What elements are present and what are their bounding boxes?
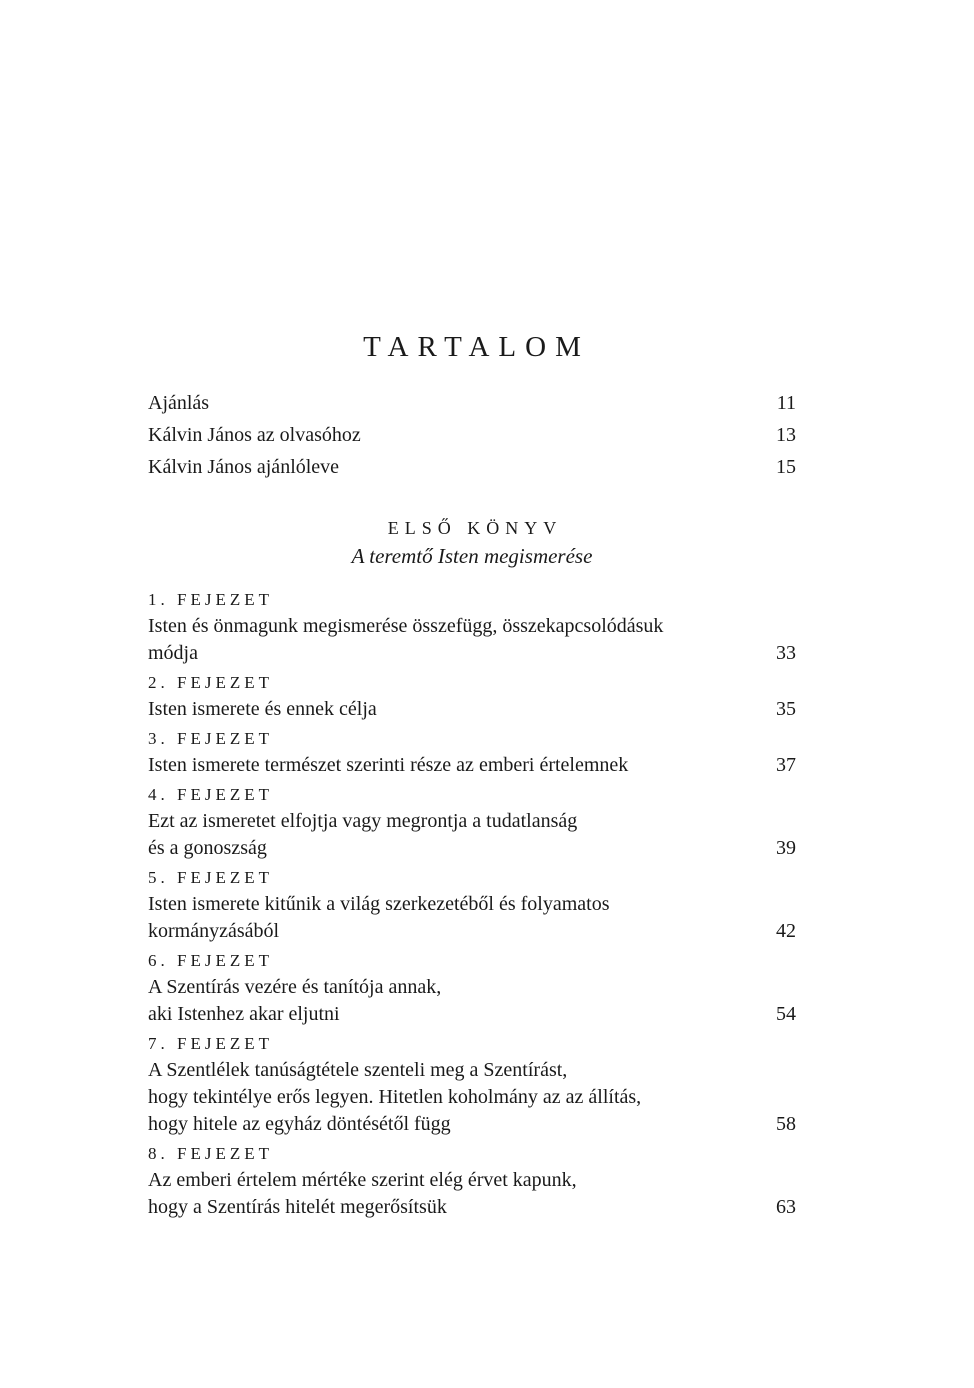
chapter-label: 5. FEJEZET	[148, 868, 273, 887]
chapter-page: 39	[776, 837, 796, 859]
chapter-title-line: hogy tekintélye erős legyen. Hitetlen koholmány az az állítás,	[148, 1086, 642, 1108]
chapter-title-line: Isten ismerete és ennek célja	[148, 698, 377, 720]
chapter-page: 63	[776, 1196, 796, 1218]
chapter-title-line: és a gonoszság	[148, 837, 267, 859]
chapter-title	[148, 891, 728, 945]
toc-entry-page: 13	[776, 424, 796, 446]
chapter-title-line: A Szentírás vezére és tanítója annak,	[148, 976, 442, 998]
toc-entry[interactable]	[148, 419, 796, 451]
chapter-title-line: aki Istenhez akar eljutni	[148, 1003, 340, 1025]
chapter-title-line: hogy a Szentírás hitelét megerősítsük	[148, 1196, 447, 1218]
chapter-title	[148, 613, 728, 667]
chapter-entry[interactable]	[148, 672, 796, 723]
chapter-title	[148, 752, 728, 779]
chapter-entry[interactable]	[148, 784, 796, 862]
book-heading	[148, 515, 796, 571]
chapter-entry[interactable]	[148, 589, 796, 667]
chapter-label: 2. FEJEZET	[148, 673, 273, 692]
chapter-page: 33	[776, 642, 796, 664]
chapter-label: 7. FEJEZET	[148, 1034, 273, 1053]
chapter-entry[interactable]	[148, 728, 796, 779]
chapter-label: 8. FEJEZET	[148, 1144, 273, 1163]
toc-entry-page: 15	[776, 456, 796, 478]
book-label: ELSŐ KÖNYV	[387, 518, 563, 538]
chapter-page: 42	[776, 920, 796, 942]
chapter-title-line: kormányzásából	[148, 920, 280, 942]
chapter-label: 4. FEJEZET	[148, 785, 273, 804]
chapter-label: 6. FEJEZET	[148, 951, 273, 970]
toc-entry-label: Kálvin János ajánlóleve	[148, 456, 340, 478]
chapter-title	[148, 696, 728, 723]
toc-entry-label: Kálvin János az olvasóhoz	[148, 424, 361, 446]
chapter-entry[interactable]	[148, 950, 796, 1028]
chapter-title	[148, 1167, 728, 1221]
chapter-entry[interactable]	[148, 1143, 796, 1221]
chapter-title-line: A Szentlélek tanúságtétele szenteli meg a Szentírást,	[148, 1059, 568, 1081]
toc-entry[interactable]	[148, 387, 796, 419]
chapter-page: 54	[776, 1003, 796, 1025]
chapter-page: 37	[776, 754, 796, 776]
chapter-title-line: Az emberi értelem mértéke szerint elég érvet kapunk,	[148, 1169, 577, 1191]
chapter-title	[148, 1057, 728, 1138]
chapter-entry[interactable]	[148, 1033, 796, 1138]
chapter-title-line: hogy hitele az egyház döntésétől függ	[148, 1113, 451, 1135]
chapter-title	[148, 808, 728, 862]
toc-entry[interactable]	[148, 451, 796, 483]
chapter-label: 1. FEJEZET	[148, 590, 273, 609]
book-subtitle: A teremtő Isten megismerése	[351, 544, 593, 568]
chapter-entry[interactable]	[148, 867, 796, 945]
toc-entry-page: 11	[776, 392, 796, 414]
toc-title: TARTALOM	[363, 331, 590, 363]
toc-entry-label: Ajánlás	[148, 392, 210, 414]
chapter-title-line: Isten ismerete kitűnik a világ szerkezetéből és folyamatos	[148, 893, 610, 915]
chapter-title-line: Isten ismerete természet szerinti része az emberi értelemnek	[148, 754, 629, 776]
front-matter-list	[148, 387, 796, 483]
chapter-label: 3. FEJEZET	[148, 729, 273, 748]
chapter-title-line: Isten és önmagunk megismerése összefügg, összekapcsolódásuk	[148, 615, 664, 637]
chapter-title-line: Ezt az ismeretet elfojtja vagy megrontja a tudatlanság	[148, 810, 578, 832]
chapter-page: 58	[776, 1113, 796, 1135]
chapter-page: 35	[776, 698, 796, 720]
chapter-list	[148, 589, 796, 1226]
chapter-title	[148, 974, 728, 1028]
chapter-title-line: módja	[148, 642, 198, 664]
